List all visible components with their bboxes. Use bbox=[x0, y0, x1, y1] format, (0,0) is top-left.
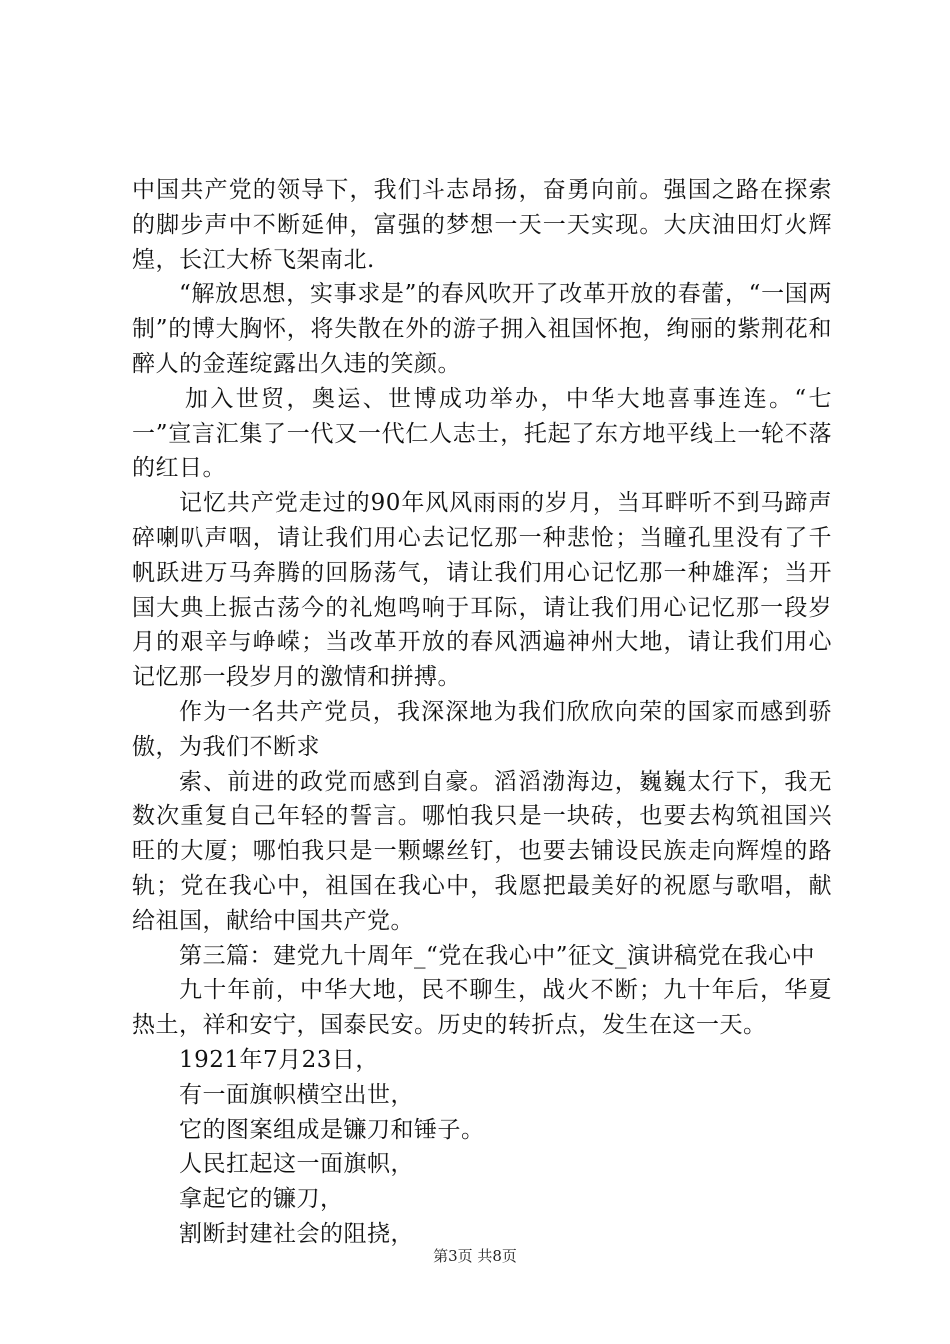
section-heading: 第三篇：建党九十周年_“党在我心中”征文_演讲稿党在我心中 bbox=[179, 942, 816, 969]
paragraph-2: “解放思想，实事求是”的春风吹开了改革开放的春蕾，“一国两制”的博大胸怀，将失散在外的游子拥入祖国怀抱，绚丽的紫荆花和醉人的金莲绽露出久违的笑颜。 bbox=[132, 281, 832, 377]
verse-line-1: 1921年7月23日， bbox=[179, 1046, 379, 1073]
paragraph-5: 作为一名共产党员，我深深地为我们欣欣向荣的国家而感到骄傲，为我们不断求 bbox=[132, 698, 832, 760]
paragraph-6: 索、前进的政党而感到自豪。滔滔渤海边，巍巍太行下，我无数次重复自己年轻的誓言。哪怕我只是一块砖，也要去构筑祖国兴旺的大厦；哪怕我只是一颗螺丝钉，也要去铺设民族走向辉煌的路轨；党在我心中，祖国在我心中，我愿把最美好的祝愿与歌唱，献给祖国，献给中国共产党。 bbox=[132, 768, 832, 934]
page-footer: 第3页 共8页 bbox=[433, 1247, 517, 1265]
paragraph-7: 九十年前，中华大地，民不聊生，战火不断；九十年后，华夏热土，祥和安宁，国泰民安。历史的转折点，发生在这一天。 bbox=[132, 977, 832, 1039]
verse-line-6: 割断封建社会的阻挠， bbox=[179, 1220, 414, 1247]
verse-line-2: 有一面旗帜横空出世， bbox=[179, 1081, 414, 1108]
paragraph-4: 记忆共产党走过的90年风风雨雨的岁月，当耳畔听不到马蹄声碎喇叭声咽，请让我们用心去记忆那一种悲怆；当瞳孔里没有了千帆跃进万马奔腾的回肠荡气，请让我们用心记忆那一种雄浑；当开国大典上振古荡今的礼炮鸣响于耳际，请让我们用心记忆那一段岁月的艰辛与峥嵘；当改革开放的春风洒遍神州大地，请让我们用心记忆那一段岁月的激情和拼搏。 bbox=[132, 490, 832, 691]
verse-line-5: 拿起它的镰刀， bbox=[179, 1186, 344, 1213]
verse-line-4: 人民扛起这一面旗帜， bbox=[179, 1151, 414, 1178]
paragraph-1: 中国共产党的领导下，我们斗志昂扬，奋勇向前。强国之路在探索的脚步声中不断延伸，富强的梦想一天一天实现。大庆油田灯火辉煌，长江大桥飞架南北. bbox=[132, 177, 832, 273]
verse-line-3: 它的图案组成是镰刀和锤子。 bbox=[179, 1116, 485, 1143]
document-body bbox=[132, 173, 832, 1252]
paragraph-3: 加入世贸，奥运、世博成功举办，中华大地喜事连连。“七一”宣言汇集了一代又一代仁人志士，托起了东方地平线上一轮不落的红日。 bbox=[132, 385, 832, 482]
